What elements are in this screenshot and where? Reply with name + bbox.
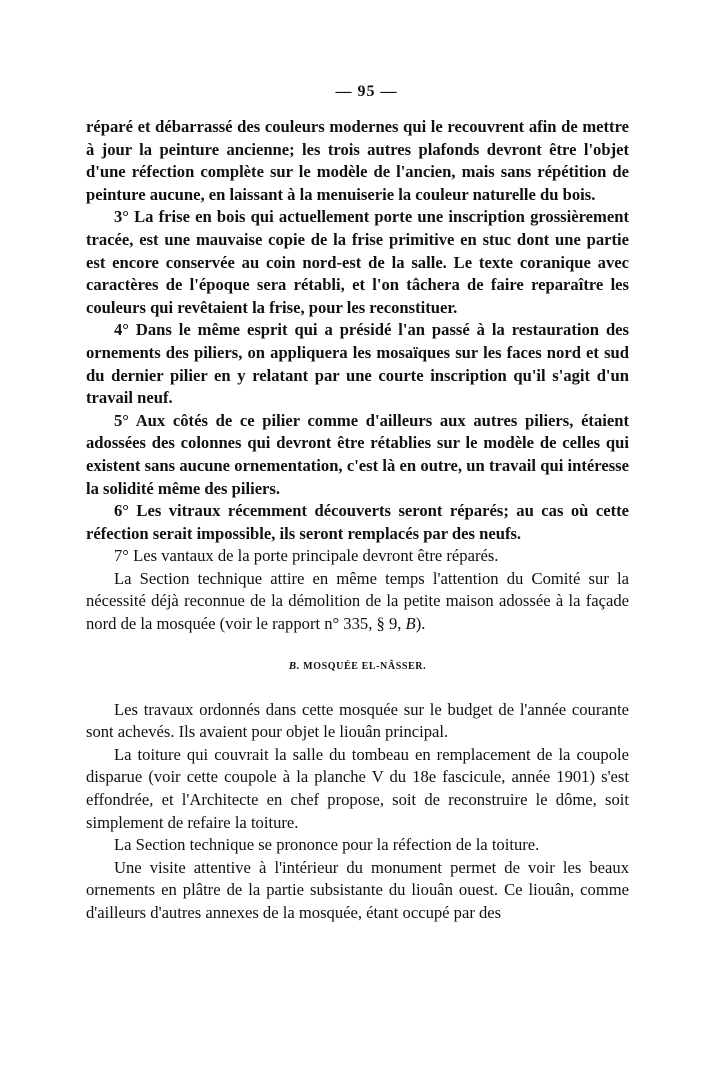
paragraph-text: La Section technique attire en même temps l'attention du Comité sur la nécessité déjà reconnue de la démolition de la petite maison adossée à la façade nord de la mosquée (voir le rapport n° 335, § 9, xyxy=(86,568,629,634)
reference-letter: B xyxy=(405,614,416,634)
paragraph-section-technique xyxy=(86,568,629,636)
section-title: MOSQUÉE EL-NÂSSER. xyxy=(303,660,427,672)
document-page xyxy=(86,82,629,925)
paragraph-item-3: 3° La frise en bois qui actuellement porte une inscription grossièrement tracée, est une mauvaise copie de la frise primitive en stuc dont une partie est encore conservée au coin nord-est de la salle. Le texte coranique avec caractères de l'époque sera rétabli, et l'on tâchera de faire reparaître les couleurs qui revêtaient la frise, pour les reconstituer. xyxy=(86,207,629,317)
paragraph-continuation: réparé et débarrassé des couleurs modernes qui le recouvrent afin de mettre à jour la peinture ancienne; les trois autres plafonds devront être l'objet d'une réfection complète sur le modèle de l'ancien, mais sans répétition de peinture aucune, en laissant à la menuiserie la couleur naturelle du bois. xyxy=(86,117,629,204)
section-paragraph-4: Une visite attentive à l'intérieur du monument permet de voir les beaux ornements en plâtre de la partie subsistante du liouân ouest. Ce liouân, comme d'ailleurs d'autres annexes de la mosquée, étant occupé par des xyxy=(86,857,629,922)
paragraph-end: ). xyxy=(415,614,426,634)
section-paragraph-2: La toiture qui couvrait la salle du tombeau en remplacement de la coupole disparue (voir cette coupole à la planche V du 18e fascicule, année 1901) s'est effondrée, et l'Architecte en chef propose, soit de reconstruire le dôme, soit simplement de refaire la toiture. xyxy=(86,744,629,832)
paragraph-item-5: 5° Aux côtés de ce pilier comme d'ailleurs aux autres piliers, étaient adossées des colonnes qui devront être rétablies sur le modèle de celles qui existent sans aucune ornementation, c'est là en outre, un travail qui intéresse la solidité même des piliers. xyxy=(86,410,629,498)
section-paragraph-3: La Section technique se prononce pour la réfection de la toiture. xyxy=(114,835,540,855)
paragraph-item-7: 7° Les vantaux de la porte principale devront être réparés. xyxy=(114,546,499,566)
section-heading xyxy=(86,659,629,674)
paragraph-item-4: 4° Dans le même esprit qui a présidé l'an passé à la restauration des ornements des piliers, on appliquera les mosaïques sur les faces nord et sud du dernier pilier en y relatant par une courte inscription qu'il s'agit d'un travail neuf. xyxy=(86,320,629,408)
section-paragraph-1: Les travaux ordonnés dans cette mosquée sur le budget de l'année courante sont achevés. Ils avaient pour objet le liouân principal. xyxy=(86,699,629,742)
page-number: — 95 — xyxy=(335,83,398,100)
section-letter: B. xyxy=(288,659,301,672)
paragraph-item-6: 6° Les vitraux récemment découverts seront réparés; au cas où cette réfection serait impossible, ils seront remplacés par des neufs. xyxy=(86,501,629,543)
